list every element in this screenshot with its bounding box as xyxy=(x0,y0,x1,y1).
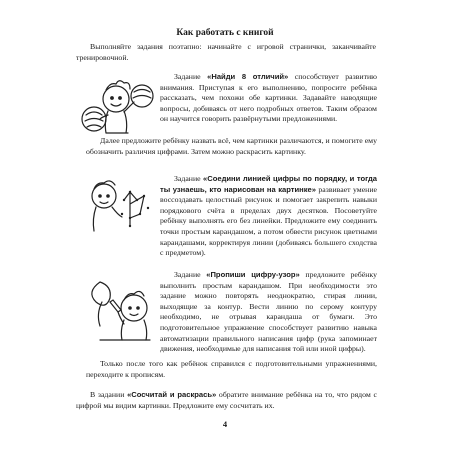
child-with-balloons-icon xyxy=(78,72,158,142)
task-name-trace-figure: «Пропиши цифру-узор» xyxy=(206,270,300,279)
task-name-count-and-color: «Сосчитай и раскрась» xyxy=(127,390,217,399)
child-tracing-figure-icon xyxy=(80,272,160,344)
page-title: Как работать с книгой xyxy=(176,28,274,38)
task-name-connect-dots: «Соедини линией цифры по порядку, и тогда ты узнаешь, кто нарисован на картинке» xyxy=(160,174,377,194)
section-find-differences-continued: Далее предложите ребёнку назвать всё, чем картинки различаются, и помогите ему обозначить различия цифрами. Затем можно раскрасить картинку. xyxy=(86,136,377,156)
section-connect-dots-text: Задание «Соедини линией цифры по порядку, и тогда ты узнаешь, кто нарисован на картинке» развивает умение воссоздавать целостный рисунок и помогает закрепить навыки порядкового счёта в пределах двух десятков. Посоветуйте ребёнку выполнять его без линейки. Предложите ему соединить точки простым карандашом, а потом обвести рисунок цветными карандашами, корректируя линии (добиваясь большего сходства с предметом). xyxy=(160,174,377,258)
section-find-differences-text: Задание «Найди 8 отличий» способствует развитию внимания. Приступая к его выполнению, попросите ребёнка рассказать, чем похожи обе картинки. Задавайте наводящие вопросы, добиваясь от него подробных ответов. Таким образом он научится говорить развёрнутыми предложениями. xyxy=(160,72,377,124)
section-count-and-color-text: В задании «Сосчитай и раскрась» обратите внимание ребёнка на то, что рядом с цифрой мы видим картинки. Предложите ему сосчитать их. xyxy=(76,390,377,410)
task-name-find-differences: «Найди 8 отличий» xyxy=(207,72,289,81)
intro-paragraph: Выполняйте задания поэтапно: начинайте с игровой странички, заканчивайте тренировочной. xyxy=(76,42,376,62)
child-with-dot-drawing-icon xyxy=(82,174,158,240)
section-trace-figure-continued: Только после того как ребёнок справился с подготовительными упражнениями, переходите к прописям. xyxy=(86,359,377,379)
section-trace-figure-text: Задание «Пропиши цифру-узор» предложите ребёнку выполнить простым карандашом. При необходимости это задание можно повторять неоднократно, стирая линии, выходящие за контур. Вести линию по серому контуру необходимо, не отрывая карандаша от бумаги. Это подготовительное упражнение способствует развитию навыка автоматизации правильного написания цифр (рука запоминает движения, необходимые для написания той или иной цифры). xyxy=(160,270,377,354)
page-number: 4 xyxy=(222,419,228,429)
